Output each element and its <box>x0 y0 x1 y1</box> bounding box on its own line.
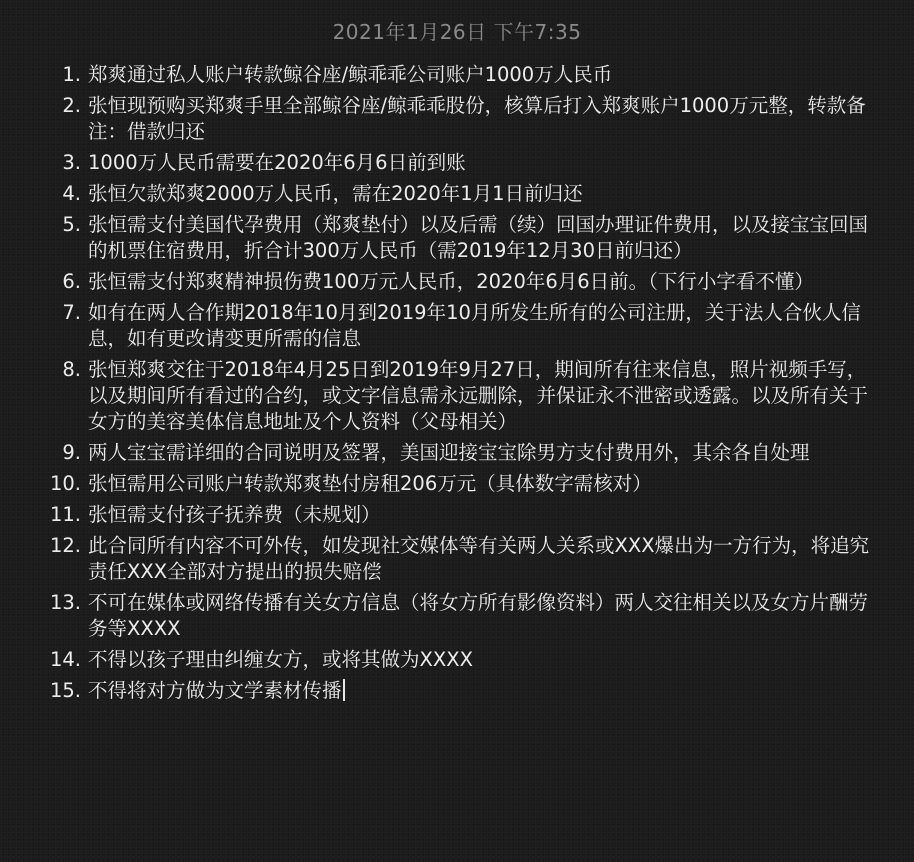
list-item <box>0 471 874 497</box>
list-item-text: 1000万人民币需要在2020年6月6日前到账 <box>88 151 466 174</box>
list-item <box>0 533 874 585</box>
list-item-number: 4. <box>62 182 81 205</box>
list-item-number: 6. <box>62 270 81 293</box>
list-item-text: 张恒需支付美国代孕费用（郑爽垫付）以及后需（续）回国办理证件费用，以及接宝宝回国的机票住宿费用，折合计300万人民币（需2019年12月30日前归还） <box>88 213 869 262</box>
list-item-text: 两人宝宝需详细的合同说明及签署，美国迎接宝宝除男方支付费用外，其余各自处理 <box>88 441 810 464</box>
list-item <box>0 678 874 704</box>
list-item-text: 不得将对方做为文学素材传播 <box>88 679 342 702</box>
list-item-text: 郑爽通过私人账户转款鲸谷座/鲸乖乖公司账户1000万人民币 <box>88 63 613 86</box>
list-item-number: 8. <box>62 358 81 381</box>
list-item-number: 14. <box>49 648 81 671</box>
list-item-text: 此合同所有内容不可外传，如发现社交媒体等有关两人关系或XXX爆出为一方行为，将追究责任XXX全部对方提出的损失赔偿 <box>88 534 870 583</box>
list-item-number: 5. <box>62 213 81 236</box>
list-item-number: 3. <box>62 151 81 174</box>
list-item <box>0 590 874 642</box>
list-item-number: 7. <box>62 301 81 324</box>
note-body[interactable] <box>0 62 914 709</box>
list-item-text: 张恒郑爽交往于2018年4月25日到2019年9月27日，期间所有往来信息，照片视频手写，以及期间所有看过的合约，或文字信息需永远删除，并保证永不泄密或透露。以及所有关于女方的美容美体信息地址及个人资料（父母相关） <box>88 358 869 433</box>
list-item-text: 张恒需支付孩子抚养费（未规划） <box>88 503 381 526</box>
note-timestamp: 2021年1月26日 下午7:35 <box>332 20 582 44</box>
list-item <box>0 440 874 466</box>
list-item-number: 10. <box>49 472 81 495</box>
list-item-number: 12. <box>49 534 81 557</box>
list-item-number: 1. <box>62 63 81 86</box>
list-item <box>0 647 874 673</box>
list-item-number: 2. <box>62 94 81 117</box>
list-item <box>0 357 874 435</box>
list-item-number: 15. <box>49 679 81 702</box>
list-item <box>0 62 874 88</box>
list-item-text: 张恒需支付郑爽精神损伤费100万元人民币，2020年6月6日前。（下行小字看不懂） <box>88 270 814 293</box>
list-item <box>0 150 874 176</box>
list-item <box>0 181 874 207</box>
list-item <box>0 502 874 528</box>
list-item-text: 张恒现预购买郑爽手里全部鲸谷座/鲸乖乖股份，核算后打入郑爽账户1000万元整，转款备注：借款归还 <box>88 94 866 143</box>
list-item-text: 不得以孩子理由纠缠女方，或将其做为XXXX <box>88 648 473 671</box>
list-item-number: 13. <box>49 591 81 614</box>
text-cursor <box>343 679 345 701</box>
list-item-number: 11. <box>49 503 81 526</box>
list-item <box>0 269 874 295</box>
list-item-text: 不可在媒体或网络传播有关女方信息（将女方所有影像资料）两人交往相关以及女方片酬劳务等XXXX <box>88 591 869 640</box>
list-item-number: 9. <box>62 441 81 464</box>
list-item <box>0 300 874 352</box>
list-item <box>0 212 874 264</box>
list-item-text: 张恒需用公司账户转款郑爽垫付房租206万元（具体数字需核对） <box>88 472 652 495</box>
list-item-text: 张恒欠款郑爽2000万人民币，需在2020年1月1日前归还 <box>88 182 583 205</box>
numbered-list <box>0 62 874 704</box>
list-item-text: 如有在两人合作期2018年10月到2019年10月所发生所有的公司注册，关于法人合伙人信息，如有更改请变更所需的信息 <box>88 301 861 350</box>
list-item <box>0 93 874 145</box>
